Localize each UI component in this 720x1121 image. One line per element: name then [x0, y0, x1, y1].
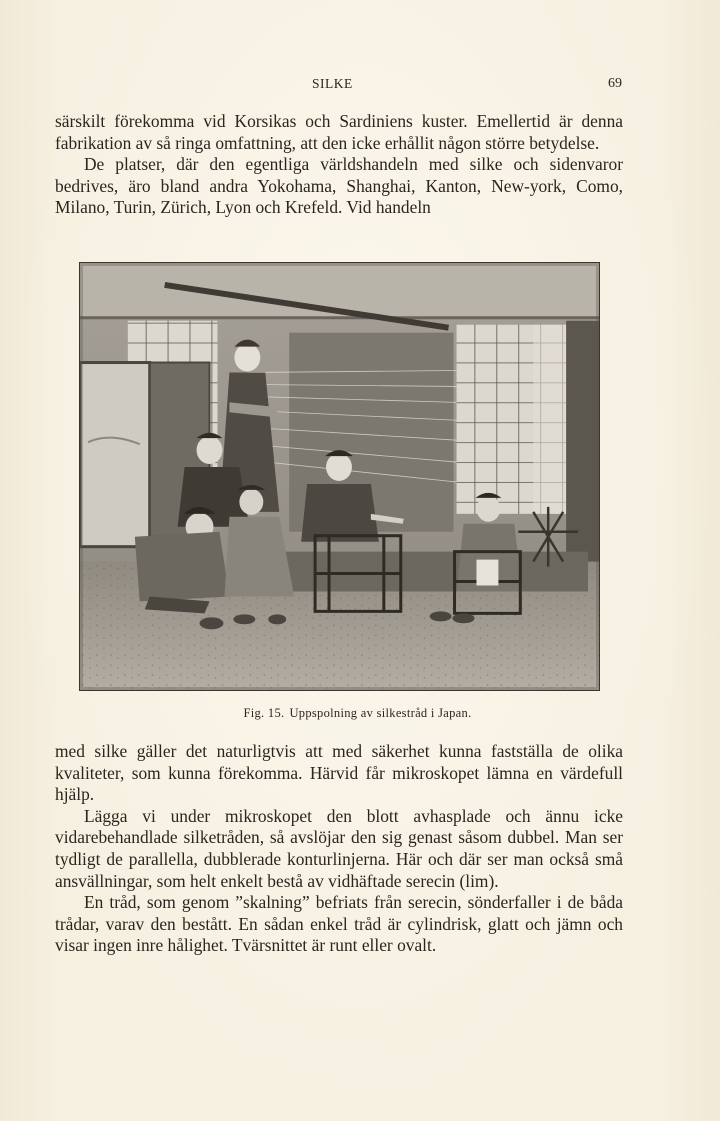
paragraph-world-trade: De platser, där den egentliga världshandeln med silke och sidenvaror bedrives, äro bland andra Yokohama, Shanghai, Kanton, New-york, Como, Milano, Turin, Zürich, Lyon och Krefeld. Vid handeln — [55, 154, 623, 218]
figure-caption-text: Uppspolning av silkestråd i Japan. — [289, 706, 472, 720]
figure-caption — [0, 706, 720, 721]
paragraph-single-thread: En tråd, som genom ”skalning” befriats från serecin, sönderfaller i de båda trådar, varav den bestått. En sådan enkel tråd är cylindrisk, glatt och jämn och visar ingen inre hålighet. Tvärsnittet är runt eller ovalt. — [55, 892, 623, 956]
figure-label: Fig. 15. — [243, 706, 285, 720]
page-number: 69 — [608, 76, 622, 91]
paragraph-silk-trade-quality: med silke gäller det naturligtvis att med säkerhet kunna fastställa de olika kvaliteter, som kunna förekomma. Härvid får mikroskopet lämna en värdefull hjälp. — [55, 741, 623, 805]
figure-photograph — [79, 262, 600, 691]
paragraph-continuation: särskilt förekomma vid Korsikas och Sardiniens kuster. Emellertid är denna fabrikation av så ringa omfattning, att den icke erhållit någon större betydelse. — [55, 111, 623, 153]
silk-spooling-photo — [80, 263, 599, 690]
bottom-text-block — [55, 741, 623, 957]
running-head — [0, 76, 720, 96]
paragraph-microscope: Lägga vi under mikroskopet den blott avhasplade och ännu icke vidarebehandlade silketråden, så avslöjar den sig genast såsom dubbel. Man ser tydligt de parallella, dubblerade konturlinjerna. Här och där ser man också små ansvällningar, som helt enkelt bestå av vidhäftade serecin (lim). — [55, 805, 623, 891]
top-text-block — [55, 111, 623, 219]
running-title: SILKE — [312, 76, 353, 91]
